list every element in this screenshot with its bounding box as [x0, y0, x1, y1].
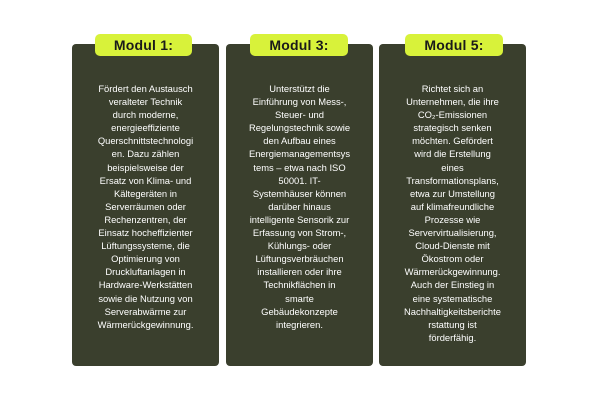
module-1-label: Modul 1:	[95, 34, 192, 56]
module-3-label: Modul 3:	[250, 34, 348, 56]
module-card-5	[379, 44, 526, 366]
module-card-1	[72, 44, 219, 366]
module-card-3	[226, 44, 373, 366]
module-5-label: Modul 5:	[405, 34, 503, 56]
module-1-description: Fördert den Austausch veralteter Technik durch moderne, energieeffiziente Querschnittstechnologi en. Dazu zählen beispielsweise der Ersatz von Klima- und Kältegeräten in Serverräumen oder Rechenzentren, der Einsatz hocheffizienter Lüftungssysteme, die Optimierung von Druckluftanlagen in Hardware-Werkstätten sowie die Nutzung von Serverabwärme zur Wärmerückgewinnung.	[97, 83, 194, 330]
module-3-description: Unterstützt die Einführung von Mess-, Steuer- und Regelungstechnik sowie den Aufbau eines Energiemanagementsys tems – etwa nach ISO 50001. IT- Systemhäuser können darüber hinaus intelligente Sensorik zur Erfassung von Strom-, Kühlungs- oder Lüftungsverbräuchen installieren oder ihre Technikflächen in smarte Gebäudekonzepte integrieren.	[248, 83, 351, 330]
module-5-description: Richtet sich an Unternehmen, die ihre CO₂-Emissionen strategisch senken möchten. Gefördert wird die Erstellung eines Transformationsplans, etwa zur Umstellung auf klimafreundliche Prozesse wie Servervirtualisierung, Cloud-Dienste mit Ökostrom oder Wärmerückgewinnung. Auch der Einstieg in eine systematische Nachhaltigkeitsberichte rstattung ist förderfähig.	[404, 83, 501, 343]
